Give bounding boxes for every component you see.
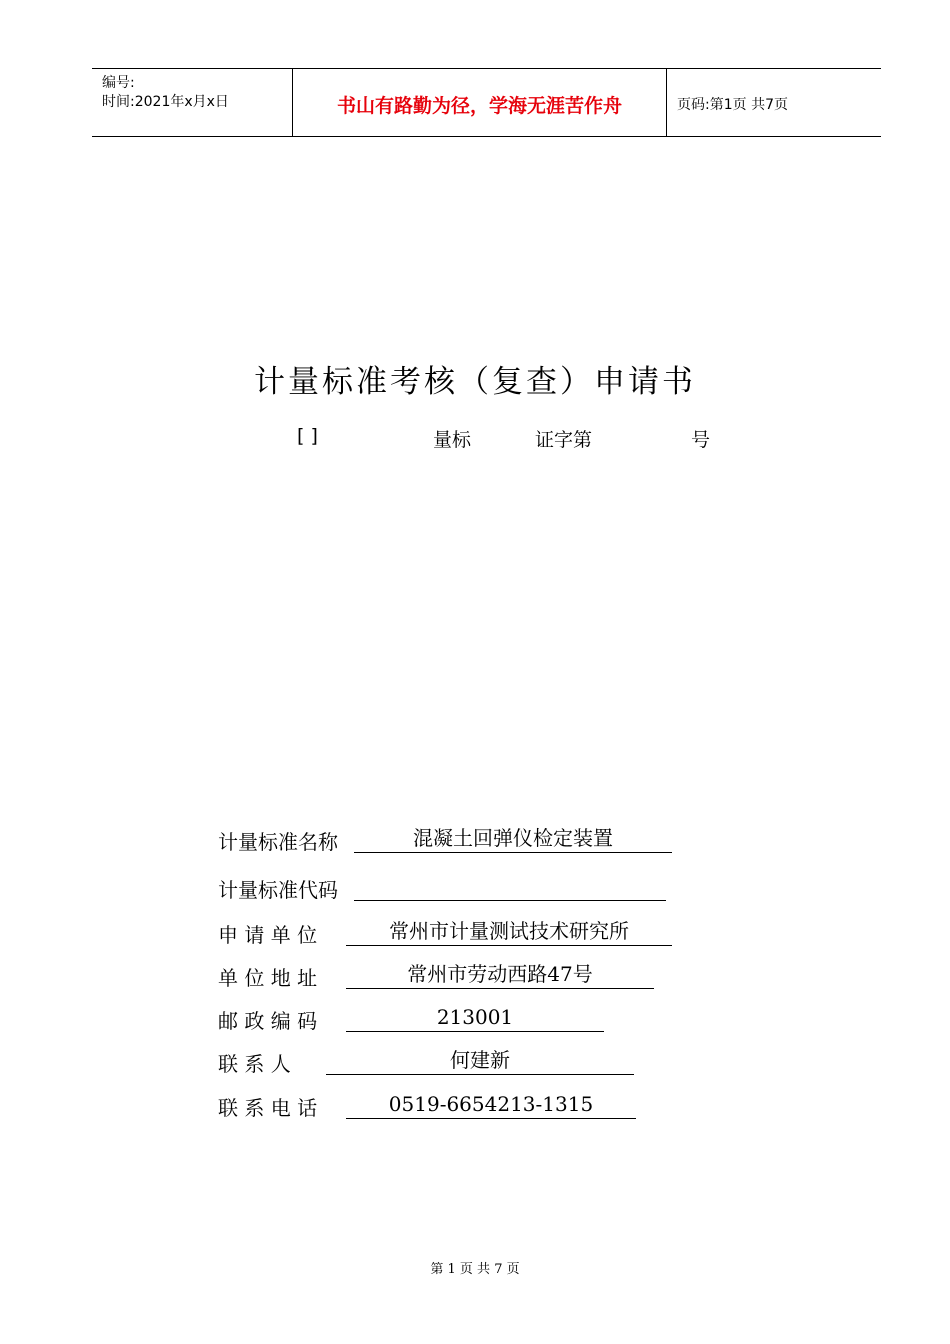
field-label: 联 系 电 话	[218, 1096, 318, 1120]
document-title: 计量标准考核（复查）申请书	[254, 364, 696, 400]
header-meta-cell	[92, 69, 292, 136]
field-label: 联 系 人	[218, 1052, 291, 1076]
page-footer: 第 1 页 共 7 页	[430, 1262, 520, 1277]
field-value-standard-name: 混凝土回弹仪检定装置	[354, 826, 672, 853]
field-value-address: 常州市劳动西路47号	[346, 962, 654, 989]
cert-part-zhengzidi: 证字第	[535, 429, 593, 451]
document-time-label: 时间:2021年x月x日	[102, 94, 229, 110]
page-header	[92, 68, 881, 137]
cert-part-liangbiao: 量标	[433, 429, 472, 451]
field-label: 申 请 单 位	[218, 923, 318, 947]
document-number-label: 编号:	[102, 75, 135, 91]
cert-bracket: [ ]	[297, 425, 318, 447]
field-value-standard-code	[354, 874, 666, 901]
field-label: 计量标准名称	[218, 830, 338, 854]
field-label: 邮 政 编 码	[218, 1009, 318, 1033]
field-value-contact: 何建新	[326, 1048, 634, 1075]
field-label: 单 位 地 址	[218, 966, 318, 990]
field-value-postcode: 213001	[346, 1005, 604, 1032]
field-value-phone: 0519-6654213-1315	[346, 1092, 636, 1119]
field-label: 计量标准代码	[218, 878, 338, 902]
cert-part-hao: 号	[691, 429, 711, 451]
header-motto-cell	[292, 69, 667, 136]
header-motto: 书山有路勤为径，学海无涯苦作舟	[336, 95, 622, 117]
field-value-applicant: 常州市计量测试技术研究所	[346, 919, 672, 946]
header-page-cell	[667, 69, 881, 136]
header-page-info: 页码:第1页 共7页	[677, 97, 788, 113]
